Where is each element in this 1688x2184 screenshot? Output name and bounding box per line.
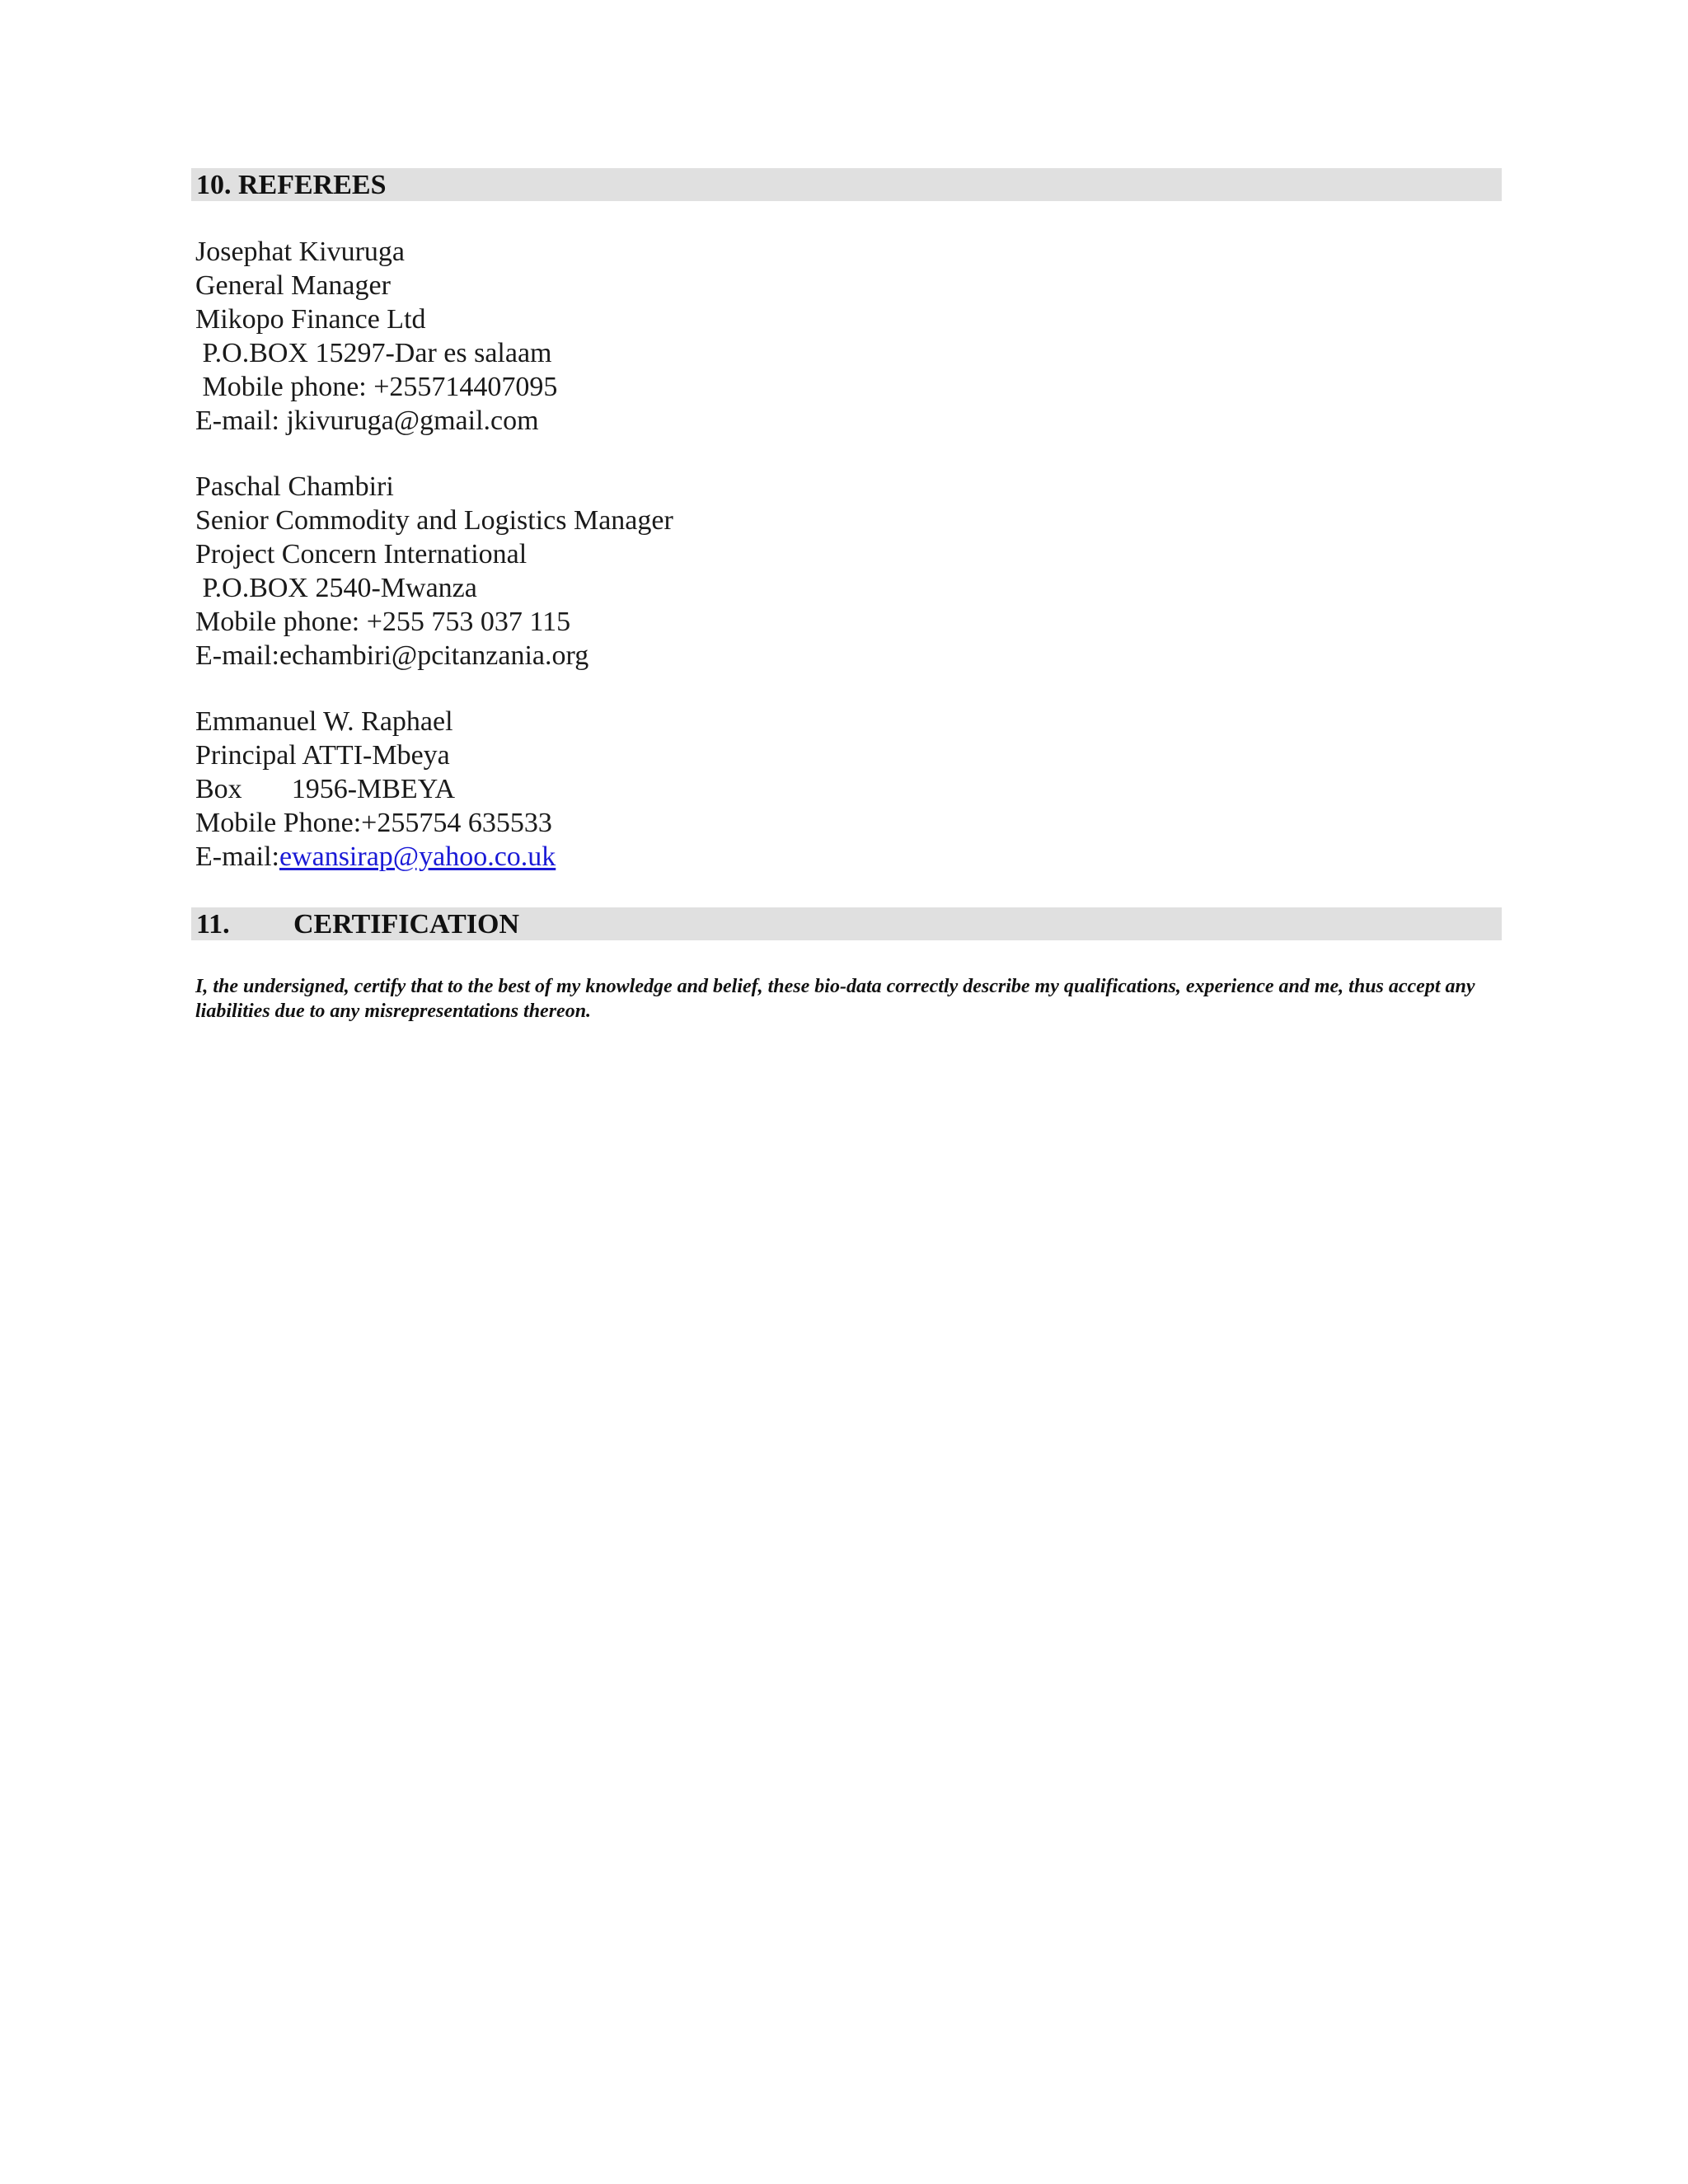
referee-title: General Manager xyxy=(195,270,391,301)
referee-address xyxy=(195,772,556,806)
section-heading-referees xyxy=(191,168,1502,201)
referee-phone: Mobile phone: +255 753 037 115 xyxy=(195,607,571,637)
referee-address: P.O.BOX 15297-Dar es salaam xyxy=(195,338,552,368)
referee-phone: Mobile phone: +255714407095 xyxy=(195,372,558,402)
section-heading-referees-text: 10. REFEREES xyxy=(196,170,387,200)
referee-title: Senior Commodity and Logistics Manager xyxy=(195,505,673,536)
referee-title: Principal ATTI-Mbeya xyxy=(195,740,450,771)
referee-phone: Mobile Phone:+255754 635533 xyxy=(195,808,552,838)
section-number: 11. xyxy=(196,909,230,940)
referee-organization: Project Concern International xyxy=(195,539,528,569)
referee-email xyxy=(195,840,556,874)
referee-address-value: 1956-MBEYA xyxy=(291,774,456,804)
referee-name: Emmanuel W. Raphael xyxy=(195,706,453,737)
referee-email-label: E-mail: xyxy=(195,841,279,872)
referee-email: E-mail: jkivuruga@gmail.com xyxy=(195,405,539,436)
referee-name: Paschal Chambiri xyxy=(195,471,394,502)
section-title: CERTIFICATION xyxy=(293,909,519,940)
section-heading-certification xyxy=(191,907,1502,940)
referee-entry xyxy=(195,235,557,438)
referee-entry xyxy=(195,470,673,673)
referee-entry xyxy=(195,705,556,874)
referee-address: P.O.BOX 2540-Mwanza xyxy=(195,573,477,603)
certification-statement: I, the undersigned, certify that to the best of my knowledge and belief, these bio-data correctly describe my qualifications, experience and me, thus accept any liabilities due to any misrepresentations thereon. xyxy=(195,976,1475,1022)
referee-name: Josephat Kivuruga xyxy=(195,237,406,267)
referee-address-label: Box xyxy=(195,774,242,804)
referee-email-link[interactable]: ewansirap@yahoo.co.uk xyxy=(279,841,556,872)
referee-email: E-mail:echambiri@pcitanzania.org xyxy=(195,640,589,671)
referee-organization: Mikopo Finance Ltd xyxy=(195,304,426,335)
